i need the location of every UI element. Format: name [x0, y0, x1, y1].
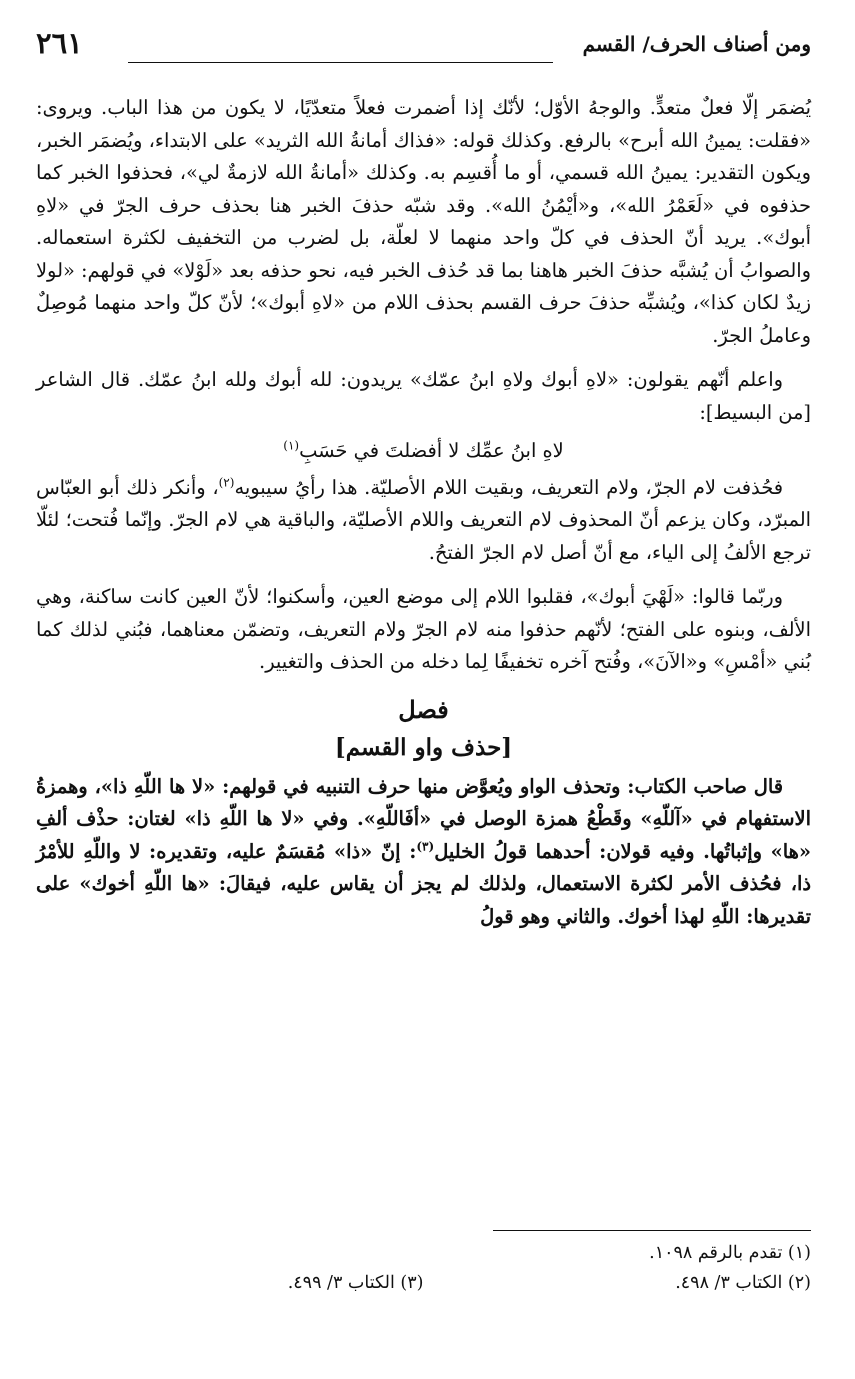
footnote-1: (١) تقدم بالرقم ١٠٩٨. — [649, 1243, 811, 1263]
paragraph-1: يُضمَر إلّا فعلٌ متعدٍّ. والوجهُ الأوّل؛ لأنّك إذا أضمرت فعلاً متعدّيًا، لا يكون من هذا الباب. ويروى: «فقلت: يمينُ الله أبرح» بالرفع. وكذلك قوله: «فذاك أمانةُ الله الثريد» على الابتداء، ويُضمَر الخبر، ويكون التقدير: يمينُ الله قسمي، أو ما أُقسِم به. وكذلك «أمانةُ الله لازمةٌ لي»، فحذفوا الخبر كما حذفوه في «لَعَمْرُ الله»، و«أيْمُنُ الله». وقد شبّه حذفَ الخبر هنا بحذف حرف الجرّ في «لاهِ أبوك». يريد أنّ الحذف في كلّ واحد منهما لا لعلّة، بل لضرب من التخفيف لكثرة استعماله. والصوابُ أن يُشبَّه حذفَ الخبر هاهنا بما قد حُذف الخبر فيه، نحو حذفه بعد «لَوْلا» في قولهم: «لولا زيدٌ لكان كذا»، ويُشبِّه حذفَ حرف القسم بحذف اللام من «لاهِ أبوك»؛ لأنّ كلّ واحد منهما مُوصِلٌ وعاملُ الجرّ. — [36, 96, 811, 347]
paragraph-5-end: : إنّ «ذا» مُقسَمٌ عليه، وتقديره: لا واللّهِ للأمْرُ ذا، فحُذف الأمر لكثرة الاستعمال، ولذلك لم يجز أن يقاس عليه، فيقالَ: «ها اللّهِ أخوك» على تقديرها: اللّهِ لهذا أخوك. والثاني وهو قولُ — [36, 839, 811, 928]
verse-text: لاهِ ابنُ عمِّك لا أفضلتَ في حَسَبِ — [299, 439, 564, 462]
header-rule — [128, 62, 553, 63]
footnotes — [36, 1238, 811, 1298]
footnote-ref-3: (٣) — [416, 839, 435, 854]
footnote-ref-1: (١) — [283, 438, 300, 453]
footnote-3: (٣) الكتاب ٣/ ٤٩٩. — [287, 1273, 424, 1293]
poetry-verse — [36, 435, 811, 468]
footnote-2: (٢) الكتاب ٣/ ٤٩٨. — [675, 1273, 811, 1293]
running-header — [36, 18, 811, 76]
paragraph-4: وربّما قالوا: «لَهْيَ أبوك»، فقلبوا اللام إلى موضع العين، وأسكنوا؛ لأنّ العين كانت ساكنة، وهي الألف، وبنوه على الفتح؛ لأنّهم حذفوا منه لام الجرّ ولام التعريف، وتضمّن معناهما، فبُني لذلك كما بُني «أمْسِ» و«الآنَ»، وفُتح آخره تخفيفًا لِما دخله من الحذف والتغيير. — [36, 585, 811, 673]
footnote-row — [36, 1268, 811, 1298]
paragraph-3-start: فحُذفت لام الجرّ، ولام التعريف، وبقيت اللام الأصليّة. هذا رأيُ سيبويه — [234, 475, 783, 499]
running-header-title: ومن أصناف الحرف/ القسم — [582, 32, 811, 56]
paragraph-3-end: ، وأنكر ذلك أبو العبّاس المبرّد، وكان يزعم أنّ المحذوف لام التعريف واللام الأصليّة، والباقية هي لام الجرّ. وإنّما فُتحت؛ لئلّا ترجع الألفُ إلى الياء، مع أنّ أصل لام الجرّ الفتحُ. — [36, 475, 811, 564]
paragraph-5-start: قال صاحب الكتاب: وتحذف الواو ويُعوَّض منها حرف التنبيه في قولهم: «لا ها اللّهِ ذا»، وهمزةُ الاستفهام في «آللّهِ» وقَطْعُ همزة الوصل في «أفَاللّهِ». وفي «لا ها اللّهِ ذا» لغتان: حذْف ألفِ «ها» وإثباتُها. وفيه قولان: أحدهما قولُ الخليل — [36, 774, 811, 863]
section-subheading: [حذف واو القسم] — [334, 733, 513, 761]
footnote-rule — [493, 1230, 811, 1231]
page-number: ٢٦١ — [36, 26, 83, 60]
main-text — [36, 92, 811, 945]
footnote-ref-2: (٢) — [218, 475, 235, 490]
paragraph-3 — [36, 472, 811, 570]
section-heading: فصل — [398, 694, 449, 724]
paragraph-2: واعلم أنّهم يقولون: «لاهِ أبوك ولاهِ ابنُ عمّك» يريدون: لله أبوك ولله ابنُ عمّك. قال الشاعر [من البسيط]: — [36, 368, 811, 424]
paragraph-5 — [36, 771, 811, 934]
